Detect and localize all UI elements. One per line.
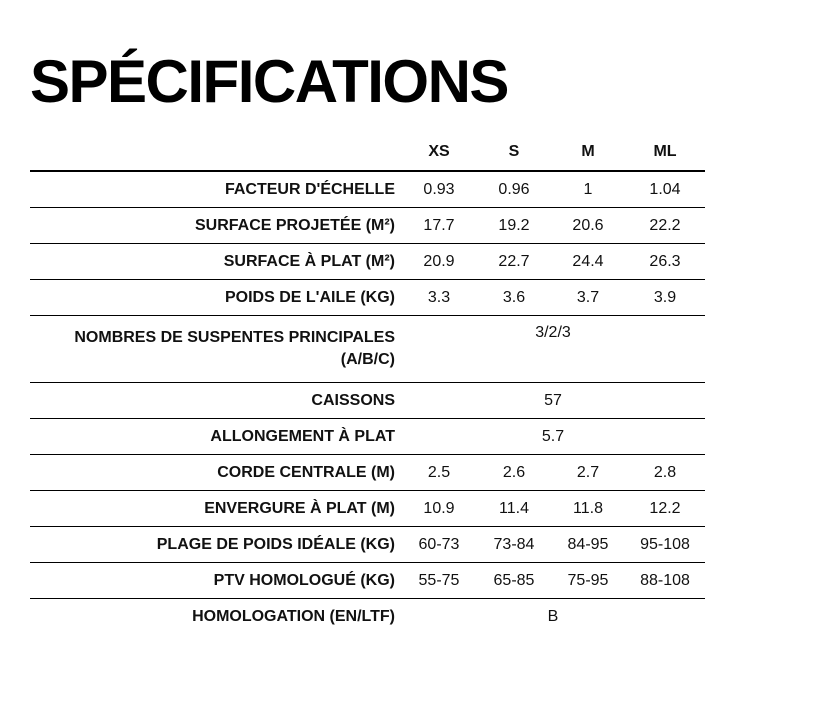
cell-value: 73-84 (477, 527, 551, 563)
cell-value: 1.04 (625, 171, 705, 208)
row-label: PTV HOMOLOGUÉ (KG) (30, 563, 401, 599)
cell-value: 3.9 (625, 280, 705, 316)
row-label: HOMOLOGATION (EN/LTF) (192, 607, 395, 625)
cell-value-all-sizes: 3/2/3 (401, 316, 705, 383)
cell-value: 60-73 (401, 527, 477, 563)
size-header-xs: XS (401, 134, 477, 171)
row-label: PLAGE DE POIDS IDÉALE (KG) (30, 527, 401, 563)
row-surface-a-plat (30, 244, 705, 280)
row-label: POIDS DE L'AILE (KG) (30, 280, 401, 316)
cell-value-all-sizes: 57 (401, 383, 705, 419)
cell-value: 19.2 (477, 208, 551, 244)
row-label: CAISSONS (30, 383, 401, 419)
cell-value: 20.9 (401, 244, 477, 280)
cell-value: 1 (551, 171, 625, 208)
size-header-m: M (551, 134, 625, 171)
row-suspentes-principales (30, 316, 705, 383)
cell-value-all-sizes: B (547, 607, 559, 625)
row-allongement-a-plat (30, 419, 705, 455)
row-label: FACTEUR D'ÉCHELLE (30, 171, 401, 208)
cell-value: 75-95 (551, 563, 625, 599)
cell-value: 22.7 (477, 244, 551, 280)
cell-value: 0.93 (401, 171, 477, 208)
row-surface-projetee (30, 208, 705, 244)
row-label: CORDE CENTRALE (M) (30, 455, 401, 491)
row-facteur-echelle (30, 171, 705, 208)
cell-value: 2.7 (551, 455, 625, 491)
row-poids-aile (30, 280, 705, 316)
row-plage-poids-ideale (30, 527, 705, 563)
cell-value: 65-85 (477, 563, 551, 599)
row-homologation (30, 599, 705, 635)
cell-value: 12.2 (625, 491, 705, 527)
cell-value: 88-108 (625, 563, 705, 599)
cell-value: 3.6 (477, 280, 551, 316)
row-caissons (30, 383, 705, 419)
size-header-row (30, 134, 705, 171)
size-header-s: S (477, 134, 551, 171)
cell-value: 3.3 (401, 280, 477, 316)
cell-value: 10.9 (401, 491, 477, 527)
cell-value: 3.7 (551, 280, 625, 316)
header-empty (30, 134, 401, 171)
cell-value: 55-75 (401, 563, 477, 599)
cell-value: 84-95 (551, 527, 625, 563)
row-corde-centrale (30, 455, 705, 491)
size-header-ml: ML (625, 134, 705, 171)
cell-value: 11.8 (551, 491, 625, 527)
cell-value: 2.6 (477, 455, 551, 491)
cell-value: 2.8 (625, 455, 705, 491)
cell-value: 95-108 (625, 527, 705, 563)
cell-value: 26.3 (625, 244, 705, 280)
specifications-table (30, 134, 705, 634)
cell-value: 20.6 (551, 208, 625, 244)
cell-value: 0.96 (477, 171, 551, 208)
page-title: SPÉCIFICATIONS (30, 48, 508, 115)
cell-value: 24.4 (551, 244, 625, 280)
cell-value: 17.7 (401, 208, 477, 244)
row-envergure-a-plat (30, 491, 705, 527)
row-label: SURFACE PROJETÉE (M²) (30, 208, 401, 244)
row-label: ALLONGEMENT À PLAT (30, 419, 401, 455)
row-ptv-homologue (30, 563, 705, 599)
row-label: ENVERGURE À PLAT (M) (30, 491, 401, 527)
cell-value: 11.4 (477, 491, 551, 527)
cell-value-all-sizes: 5.7 (401, 419, 705, 455)
cell-value: 22.2 (625, 208, 705, 244)
row-label: SURFACE À PLAT (M²) (30, 244, 401, 280)
cell-value: 2.5 (401, 455, 477, 491)
row-label: NOMBRES DE SUSPENTES PRINCIPALES (A/B/C) (30, 316, 401, 383)
